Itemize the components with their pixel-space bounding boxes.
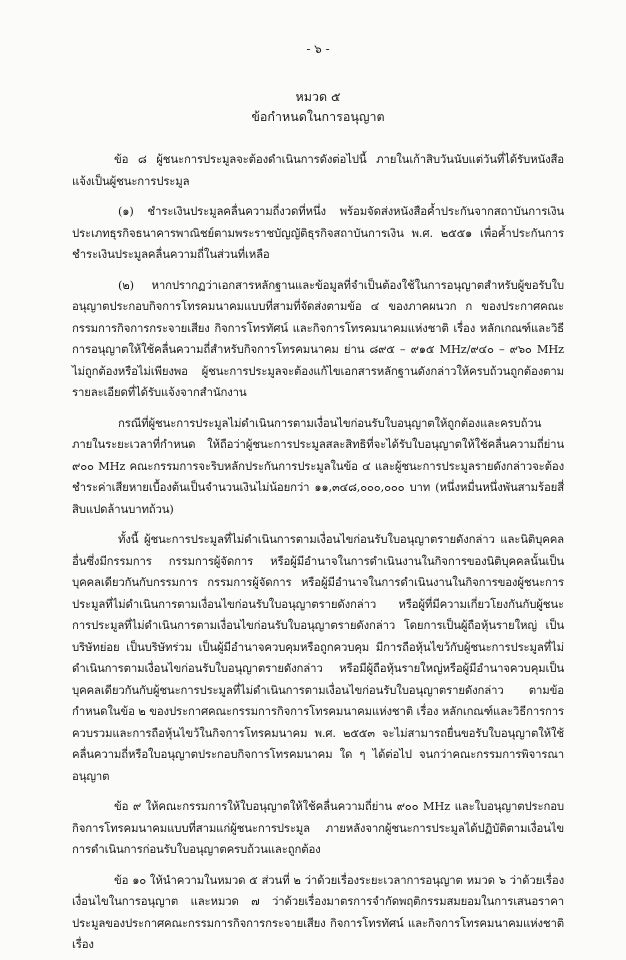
section-subtitle: ข้อกำหนดในการอนุญาต xyxy=(251,109,385,124)
clause-10: ข้อ ๑๐ ให้นำความในหมวด ๕ ส่วนที่ ๒ ว่าด้วยเรื่องระยะเวลาการอนุญาต หมวด ๖ ว่าด้วยเรื่องเงื่อนไขในการอนุญาต และหมวด ๗ ว่าด้วยเรื่องมาตรการจำกัดพฤติกรรมสมยอมในการเสนอราคาประมูลของประกาศคณะกรรมการกิจการกระจายเสียง กิจการโทรทัศน์ และกิจการโทรคมนาคมแห่งชาติ เรื่อง xyxy=(72,872,564,951)
clause-8-item-2: (๒) หากปรากฏว่าเอกสารหลักฐานและข้อมูลที่จำเป็นต้องใช้ในการอนุญาตสำหรับผู้ขอรับใบอนุญาตประกอบกิจการโทรคมนาคมแบบที่สามที่จัดส่งตามข้อ ๔ ของภาคผนวก ก ของประกาศคณะกรรมการกิจการกระจายเสียง กิจการโทรทัศน์ และกิจการโทรคมนาคมแห่งชาติ เรื่อง หลักเกณฑ์และวิธีการอนุญาตให้ใช้คลื่นความถี่สำหรับกิจการโทรคมนาคม ย่าน ๘๙๕ – ๙๑๕ MHz/๙๔๐ – ๙๖๐ MHz ไม่ถูกต้องหรือไม่เพียงพอ ผู้ชนะการประมูลจะต้องแก้ไขเอกสารหลักฐานดังกล่าวให้ครบถ้วนถูกต้องตามรายละเอียดที่ได้รับแจ้งจากสำนักงาน xyxy=(72,277,564,399)
clause-8-item-1: (๑) ชำระเงินประมูลคลื่นความถี่งวดที่หนึ่ง พร้อมจัดส่งหนังสือค้ำประกันจากสถาบันการเงินประเภทธุรกิจธนาคารพาณิชย์ตามพระราชบัญญัติธุรกิจสถาบันการเงิน พ.ศ. ๒๕๕๑ เพื่อค้ำประกันการชำระเงินประมูลคลื่นความถี่ในส่วนที่เหลือ xyxy=(72,204,564,261)
clause-8: ข้อ ๘ ผู้ชนะการประมูลจะต้องดำเนินการดังต่อไปนี้ ภายในเก้าสิบวันนับแต่วันที่ได้รับหนังสือแจ้งเป็นผู้ชนะการประมูล xyxy=(72,152,564,188)
page-number: - ๖ - xyxy=(306,42,330,56)
clause-9: ข้อ ๙ ให้คณะกรรมการให้ใบอนุญาตให้ใช้คลื่นความถี่ย่าน ๙๐๐ MHz และใบอนุญาตประกอบกิจการโทรคมนาคมแบบที่สามแก่ผู้ชนะการประมูล ภายหลังจากผู้ชนะการประมูลได้ปฏิบัติตามเงื่อนไขการดำเนินการก่อนรับใบอนุญาตครบถ้วนและถูกต้อง xyxy=(72,799,564,856)
related-parties-paragraph: ทั้งนี้ ผู้ชนะการประมูลที่ไม่ดำเนินการตามเงื่อนไขก่อนรับใบอนุญาตรายดังกล่าว และนิติบุคคลอื่นซึ่งมีกรรมการ กรรมการผู้จัดการ หรือผู้มีอำนาจในการดำเนินงานในกิจการของนิติบุคคลนั้นเป็นบุคคลเดียวกันกับกรรมการ กรรมการผู้จัดการ หรือผู้มีอำนาจในการดำเนินงานในกิจการของผู้ชนะการประมูลที่ไม่ดำเนินการตามเงื่อนไขก่อนรับใบอนุญาตรายดังกล่าว หรือผู้ที่มีความเกี่ยวโยงกันกับผู้ชนะการประมูลที่ไม่ดำเนินการตามเงื่อนไขก่อนรับใบอนุญาตรายดังกล่าว โดยการเป็นผู้ถือหุ้นรายใหญ่ เป็นบริษัทย่อย เป็นบริษัทร่วม เป็นผู้มีอำนาจควบคุมหรือถูกควบคุม มีการถือหุ้นไขว้กับผู้ชนะการประมูลที่ไม่ดำเนินการตามเงื่อนไขก่อนรับใบอนุญาตรายดังกล่าว หรือมีผู้ถือหุ้นรายใหญ่หรือผู้มีอำนาจควบคุมเป็นบุคคลเดียวกันกับผู้ชนะการประมูลที่ไม่ดำเนินการตามเงื่อนไขก่อนรับใบอนุญาตรายดังกล่าว ตามข้อกำหนดในข้อ ๒ ของประกาศคณะกรรมการกิจการโทรคมนาคมแห่งชาติ เรื่อง หลักเกณฑ์และวิธีการการควบรวมและการถือหุ้นไขว้ในกิจการโทรคมนาคม พ.ศ. ๒๕๕๓ จะไม่สามารถยื่นขอรับใบอนุญาตให้ใช้คลื่นความถี่หรือใบอนุญาตประกอบกิจการโทรคมนาคม ใด ๆ ได้ต่อไป จนกว่าคณะกรรมการพิจารณาอนุญาต xyxy=(72,532,564,783)
forfeit-paragraph: กรณีที่ผู้ชนะการประมูลไม่ดำเนินการตามเงื่อนไขก่อนรับใบอนุญาตให้ถูกต้องและครบถ้วนภายในระยะเวลาที่กำหนด ให้ถือว่าผู้ชนะการประมูลสละสิทธิที่จะได้รับใบอนุญาตให้ใช้คลื่นความถี่ย่าน ๙๐๐ MHz คณะกรรมการจะริบหลักประกันการประมูลในข้อ ๔ และผู้ชนะการประมูลรายดังกล่าวจะต้องชำระค่าเสียหายเบื้องต้นเป็นจำนวนเงินไม่น้อยกว่า ๑๑,๓๔๘,๐๐๐,๐๐๐ บาท (หนึ่งหมื่นหนึ่งพันสามร้อยสี่สิบแปดล้านบาทถ้วน) xyxy=(72,415,564,516)
section-title: หมวด ๕ xyxy=(295,89,341,104)
section-heading xyxy=(72,87,564,127)
